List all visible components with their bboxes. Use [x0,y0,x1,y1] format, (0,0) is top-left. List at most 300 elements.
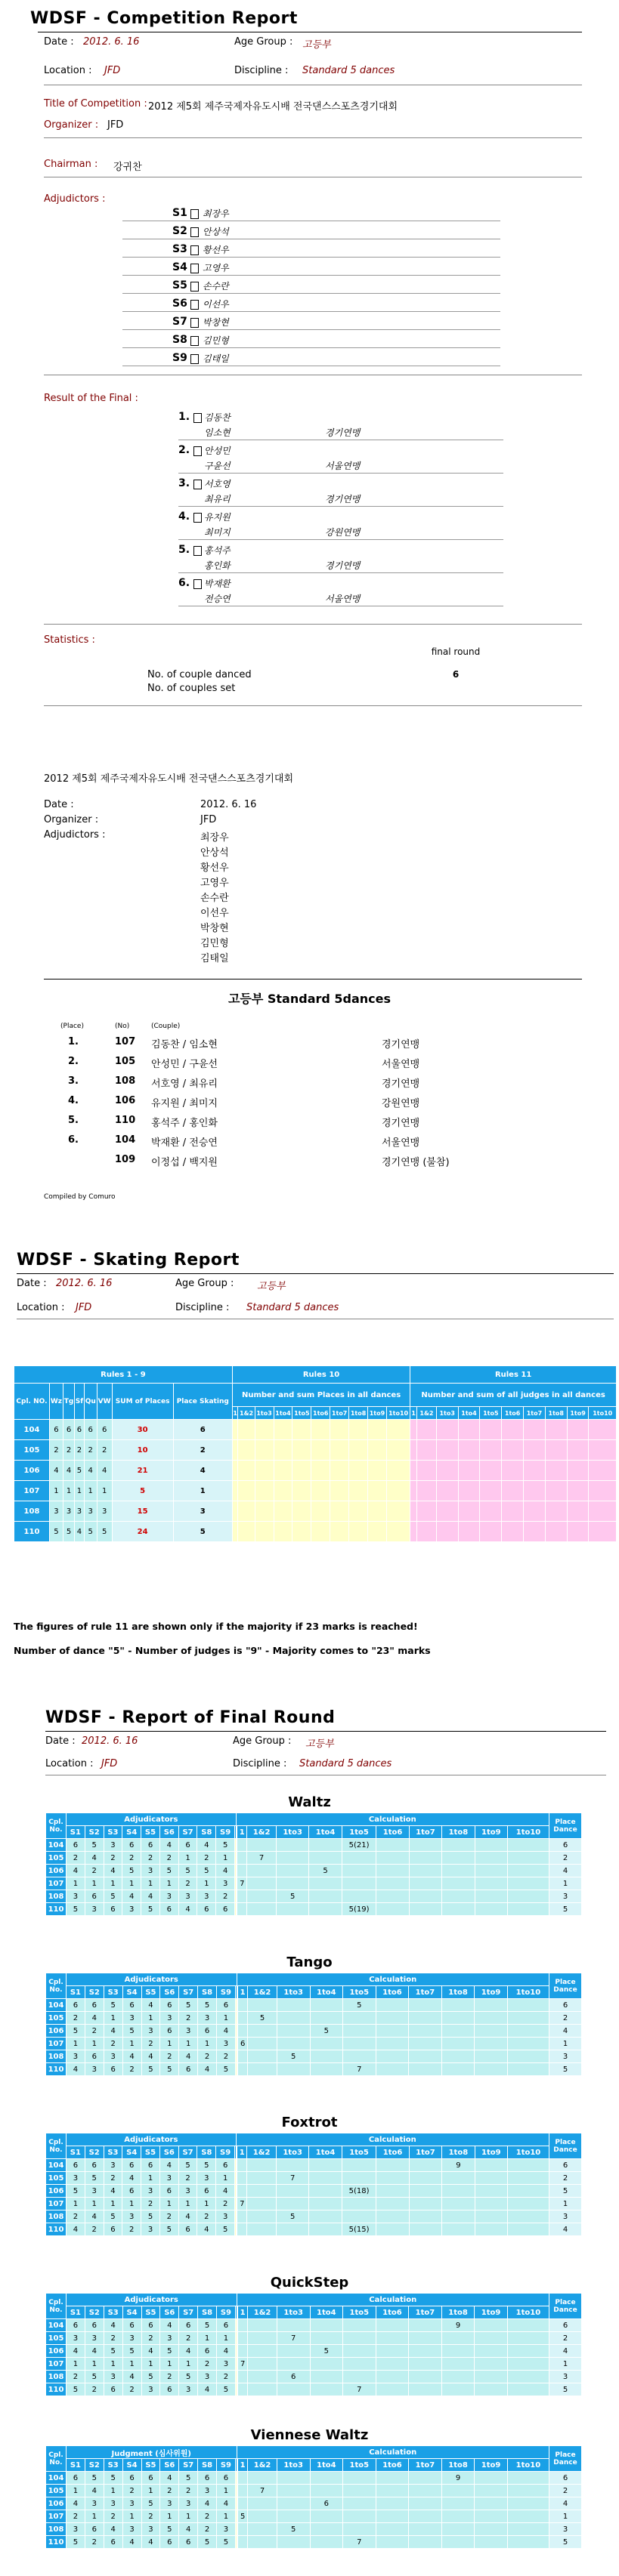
judge-mark: 3 [217,2038,236,2050]
judge-mark: 6 [178,2223,197,2236]
summary-club: 경기연맹 [382,1078,420,1090]
dance-place: 2 [549,2012,582,2025]
calc-cell [409,2383,442,2396]
summary-adjudicator: 박창현 [200,923,229,934]
calc-cell [475,2050,508,2063]
summary-couple: 유지원 / 최미지 [151,1098,218,1109]
summary-organizer-value: JFD [200,814,217,825]
dance-cpl-no: 110 [46,2536,67,2549]
final-date-value: 2012. 6. 16 [82,1735,138,1747]
judge-mark: 1 [160,2038,179,2050]
calc-cell [247,1877,277,1890]
calc-cell: 6 [277,2371,310,2383]
rule11-cell [458,1481,480,1501]
calc-cell [442,1839,475,1852]
rule11-cell [410,1522,417,1542]
rule10-cell [367,1461,386,1481]
judge-mark: 6 [216,1903,235,1916]
calc-cell [343,2038,376,2050]
calc-cell [507,2383,549,2396]
skating-cpl-no: 110 [14,1522,50,1542]
rule10-cell [292,1481,311,1501]
judge-mark: 3 [122,2523,141,2536]
calc-cell [409,2223,441,2236]
calc-cell [376,2472,409,2485]
calc-cell: 9 [442,2159,475,2172]
skating-location-value: JFD [76,1302,92,1313]
judge-mark: 6 [104,2063,122,2076]
calc-cell [376,2012,409,2025]
summary-place: 1. [68,1036,79,1047]
calc-cell [343,2472,376,2485]
result-place: 5. [178,544,190,556]
judge-mark: 1 [141,2172,160,2185]
calc-cell [277,1999,310,2012]
calc-cell [442,1852,475,1865]
summary-couple: 안성민 / 구윤선 [151,1059,218,1070]
judge-mark: 4 [122,1890,141,1903]
skating-dance-place: 4 [97,1461,112,1481]
calc-cell [238,2025,248,2038]
adjudicator-col: S4 [122,1986,141,1999]
calc-cell [343,2485,376,2497]
calc-col: 1to3 [276,1826,308,1839]
judge-mark: 1 [122,2510,141,2523]
calc-cell [277,2472,310,2485]
judge-mark: 5 [67,2025,85,2038]
rules-1-9-header: Rules 1 - 9 [14,1366,233,1384]
judge-mark: 6 [197,2185,216,2198]
judge-mark: 6 [179,2319,198,2332]
checkbox-icon [190,300,199,310]
adjudicator-col: S7 [179,2306,198,2319]
calc-cell [409,2485,442,2497]
rule10-cell [255,1420,274,1440]
skating-place: 5 [173,1522,232,1542]
judge-mark: 2 [216,2198,235,2210]
dance-table-wrap [45,2445,582,2549]
calc-cell [277,2485,310,2497]
judge-mark: 2 [160,2485,179,2497]
rule11-cell [502,1522,524,1542]
rules-11-subheader: Number and sum of all judges in all dances [410,1384,617,1407]
judge-mark: 5 [85,2172,104,2185]
judge-mark: 4 [104,1865,122,1877]
rule11-cell [524,1501,546,1522]
judge-mark: 6 [104,1903,122,1916]
dance-table-wrap [45,1973,582,2076]
judge-mark: 4 [179,2523,198,2536]
summary-adjudicator: 최장우 [200,832,229,844]
judge-mark: 6 [197,1903,216,1916]
skating-sum: 24 [112,1522,173,1542]
rule11-cell [417,1481,437,1501]
calc-cell [248,2536,277,2549]
judge-mark: 3 [178,2185,197,2198]
judge-mark: 3 [85,2332,104,2345]
calc-cell [248,2383,277,2396]
calc-cell [310,2485,343,2497]
calc-cell: 7 [343,2383,376,2396]
judge-mark: 3 [122,2210,141,2223]
calc-cell [238,2371,248,2383]
summary-place: 5. [68,1115,79,1126]
checkbox-icon [190,282,199,292]
rule11-cell [458,1522,480,1542]
calc-col: 1to4 [309,1826,342,1839]
calc-cell [507,2371,549,2383]
adjudicator-name: 손수란 [203,281,229,292]
dance-cpl-no: 108 [46,1890,67,1903]
calc-cell [441,2371,475,2383]
place-dance-header: Place Dance [549,1973,582,1999]
calc-cell [409,1852,441,1865]
rule10-cell [330,1501,349,1522]
dance-cpl-no: 106 [46,2497,67,2510]
adjudicator-code: S1 [172,207,187,219]
judge-mark: 4 [141,2345,160,2358]
result-club: 서울연맹 [325,594,361,604]
judge-mark: 4 [217,2497,236,2510]
chairman-value: 강귀찬 [113,162,142,173]
underline [122,275,500,276]
calc-cell [475,2025,508,2038]
rule11-cell [410,1420,417,1440]
judge-mark: 1 [179,2358,198,2371]
summary-adjudicator: 김민형 [200,938,229,949]
calc-cell [310,2319,343,2332]
adjudicator-col: S9 [217,2459,236,2472]
judge-mark: 5 [179,2472,198,2485]
adjudicator-col: S6 [159,1826,178,1839]
adjudicator-name: 이선우 [203,299,229,310]
calc-cell [376,2345,409,2358]
calc-cell [376,2536,409,2549]
calc-col: 1to10 [507,2459,549,2472]
calc-cell [376,1890,409,1903]
judge-mark: 3 [217,2523,236,2536]
rule11-cell [502,1461,524,1481]
adjudicator-code: S4 [172,261,187,273]
summary-couple: 서호영 / 최유리 [151,1078,218,1090]
judge-mark: 2 [104,2038,122,2050]
judge-mark: 3 [85,1903,104,1916]
judge-mark: 3 [104,2497,122,2510]
dance-table-wrap [45,1812,582,1916]
calc-cell: 9 [441,2319,475,2332]
summary-club: 서울연맹 [382,1137,420,1149]
calc-cell: 7 [343,2063,376,2076]
rule10-cell [274,1440,292,1461]
calc-cell [309,2159,342,2172]
calc-col: 1 [238,2306,248,2319]
skating-location-label: Location : [17,1302,65,1313]
judge-mark: 6 [141,2319,160,2332]
calc-cell [343,2050,376,2063]
calc-cell [441,2038,475,2050]
underline [178,539,503,540]
calc-cell [277,2510,310,2523]
calc-cell [441,2485,475,2497]
rule10-cell [238,1420,255,1440]
calc-col: 1to4 [310,2459,343,2472]
rule10-cell [311,1461,330,1481]
rule10-cell [232,1420,238,1440]
rule11-cell [589,1481,617,1501]
rule10-cell [330,1440,349,1461]
judge-mark: 4 [216,2185,235,2198]
dance-place: 4 [549,1865,582,1877]
rule11-cell [417,1461,437,1481]
adjudicator-col: S9 [217,2306,236,2319]
calc-cell [409,2063,442,2076]
rule11-cell [589,1522,617,1542]
skating-dance-place: 1 [97,1481,112,1501]
judge-mark: 2 [67,2210,85,2223]
checkbox-icon [193,480,202,489]
rule11-cell [567,1461,589,1481]
rule10-cell [330,1461,349,1481]
judge-mark: 2 [217,2050,236,2063]
adjudicator-col: S4 [122,2146,141,2159]
skating-col-header: Place Skating [173,1384,232,1420]
calc-cell [237,2223,247,2236]
summary-club: 경기연맹 [382,1118,420,1129]
rule10-cell [367,1420,386,1440]
calc-cell [508,2198,549,2210]
judge-mark: 3 [104,2050,122,2063]
dance-place: 2 [549,2485,582,2497]
calc-cell: 5 [310,2025,343,2038]
judge-mark: 5 [122,1865,141,1877]
judge-mark: 5 [122,2025,141,2038]
dance-table [45,2293,582,2396]
dance-title: QuickStep [270,2275,349,2291]
col-couple-label: (Couple) [151,1023,181,1030]
calc-cell [441,2383,475,2396]
underline [122,311,500,312]
judge-mark: 3 [122,2012,141,2025]
judge-mark: 1 [216,2172,235,2185]
judge-mark: 3 [67,2172,85,2185]
summary-place: 2. [68,1056,79,1067]
judge-mark: 5 [160,2345,179,2358]
judge-mark: 2 [160,2050,179,2063]
calc-cell [442,2223,475,2236]
judge-mark: 2 [141,2038,160,2050]
calc-cell: 7 [238,2358,248,2371]
judge-mark: 2 [67,1852,85,1865]
calc-col: 1to9 [475,2306,508,2319]
adjudicator-col: S2 [85,1986,104,1999]
dance-place: 5 [549,2383,582,2396]
dance-cpl-no: 104 [46,2472,67,2485]
judge-mark: 3 [141,1865,160,1877]
judge-mark: 5 [85,1839,104,1852]
summary-place: 6. [68,1134,79,1146]
rule11-cell [502,1481,524,1501]
judge-mark: 1 [85,2358,104,2371]
calc-cell [376,2063,409,2076]
rule10-cell [238,1522,255,1542]
rule10-cell [386,1420,410,1440]
summary-no: 105 [115,1056,136,1067]
dance-title: Foxtrot [281,2115,338,2130]
calc-cell [442,1903,475,1916]
judge-mark: 3 [160,2012,179,2025]
dance-table [45,2445,582,2549]
dance-title: Waltz [288,1794,331,1810]
skating-col-header: Wz [49,1384,63,1420]
calc-cell [277,2497,310,2510]
rule11-cell [545,1440,567,1461]
calc-cell [276,1839,308,1852]
judge-mark: 4 [104,2523,122,2536]
judge-mark: 6 [179,2536,198,2549]
skating-sum: 5 [112,1481,173,1501]
judge-mark: 6 [198,2025,217,2038]
calc-cell [276,1903,308,1916]
calc-cell [310,2383,343,2396]
adjudicator-col: S4 [122,1826,141,1839]
calc-col: 1to9 [475,2459,508,2472]
dance-place: 1 [549,2198,582,2210]
judge-mark: 5 [67,1903,85,1916]
calc-cell [441,2025,475,2038]
judge-mark: 1 [141,2358,160,2371]
calc-cell [475,2038,508,2050]
judge-mark: 4 [67,1865,85,1877]
calc-cell [247,2159,277,2172]
judge-mark: 6 [85,2523,104,2536]
judge-mark: 5 [159,2223,178,2236]
checkbox-icon [193,546,202,556]
judge-mark: 3 [122,2332,141,2345]
calc-cell [475,2185,507,2198]
skating-cpl-no: 104 [14,1420,50,1440]
judge-mark: 1 [104,2012,122,2025]
calc-col: 1to6 [376,2146,409,2159]
calc-cell [376,2332,409,2345]
adjudicators-label: Adjudictors : [44,193,106,205]
calc-cell [376,2358,409,2371]
skating-subcol: 1to5 [480,1407,502,1420]
calc-cell [277,2345,310,2358]
calc-col: 1to8 [442,2146,475,2159]
judge-mark: 1 [159,1877,178,1890]
rule10-cell [238,1461,255,1481]
calc-cell [508,2210,549,2223]
calculation-header: Calculation [236,2133,549,2146]
calc-cell [276,1877,308,1890]
calc-cell: 7 [237,2198,247,2210]
adjudicators-header: Adjudicators [67,2294,237,2306]
skating-age-value: 고등부 [257,1281,286,1292]
skating-dance-place: 3 [49,1501,63,1522]
dance-place: 6 [549,2319,582,2332]
calc-cell [309,2198,342,2210]
calc-cell [310,2510,343,2523]
calc-cell [237,1903,247,1916]
judge-mark: 5 [179,2371,198,2383]
calc-cell [276,2198,308,2210]
calc-cell [508,1852,549,1865]
checkbox-icon [193,513,202,523]
judge-mark: 4 [67,2223,85,2236]
cpl-no-header: Cpl. No. [46,2446,67,2472]
organizer-value: JFD [107,119,124,131]
adjudicator-col: S3 [104,2146,122,2159]
calc-cell: 5 [276,1890,308,1903]
judge-mark: 3 [198,2012,217,2025]
calc-cell [441,1999,475,2012]
calc-cell [342,2159,376,2172]
calc-cell [508,2159,549,2172]
dance-place: 1 [549,2510,582,2523]
summary-place: 3. [68,1075,79,1087]
judge-mark: 2 [85,1865,104,1877]
calc-cell [276,2223,308,2236]
adjudicator-col: S8 [197,2146,216,2159]
judge-mark: 2 [217,2371,236,2383]
dance-place: 5 [549,2185,582,2198]
rule10-cell [238,1501,255,1522]
result-name-2: 홍인화 [204,560,231,571]
calc-cell: 7 [277,2332,310,2345]
adjudicator-name: 고영우 [203,263,229,273]
skating-table-wrap [14,1365,617,1542]
calc-cell [238,2472,248,2485]
calc-col: 1to9 [475,1826,507,1839]
calc-cell [507,2063,549,2076]
calc-cell [409,2497,442,2510]
calc-cell [507,2025,549,2038]
summary-adjudicator: 김태일 [200,953,229,964]
judge-mark: 5 [160,2523,179,2536]
calc-cell [376,2210,409,2223]
judge-mark: 6 [85,2159,104,2172]
adjudicator-col: S2 [85,2306,104,2319]
rule11-cell [567,1420,589,1440]
calc-cell [277,2536,310,2549]
skating-subcol: 1to7 [330,1407,349,1420]
calc-cell [343,2523,376,2536]
calc-cell [441,2523,475,2536]
judge-mark: 6 [122,2185,141,2198]
judge-mark: 6 [179,2063,198,2076]
calc-cell [507,2536,549,2549]
adjudicator-col: S4 [122,2459,141,2472]
rule10-cell [255,1501,274,1522]
calc-cell [507,2319,549,2332]
rule11-cell [436,1481,458,1501]
dance-cpl-no: 106 [46,1865,67,1877]
judge-mark: 1 [141,2012,160,2025]
rule11-cell [502,1420,524,1440]
skating-col-header: VW [97,1384,112,1420]
calc-cell: 5(15) [342,2223,376,2236]
calc-col: 1to6 [376,1986,409,1999]
calc-cell [238,2345,248,2358]
skating-dance-place: 2 [63,1440,74,1461]
cpl-no-header: Cpl. No. [46,2133,67,2159]
judge-mark: 5 [67,2536,85,2549]
judge-mark: 2 [178,2172,197,2185]
summary-no: 108 [115,1075,136,1087]
summary-club: 강원연맹 [382,1098,420,1109]
calc-col: 1to7 [409,2459,442,2472]
judge-mark: 2 [85,2025,104,2038]
